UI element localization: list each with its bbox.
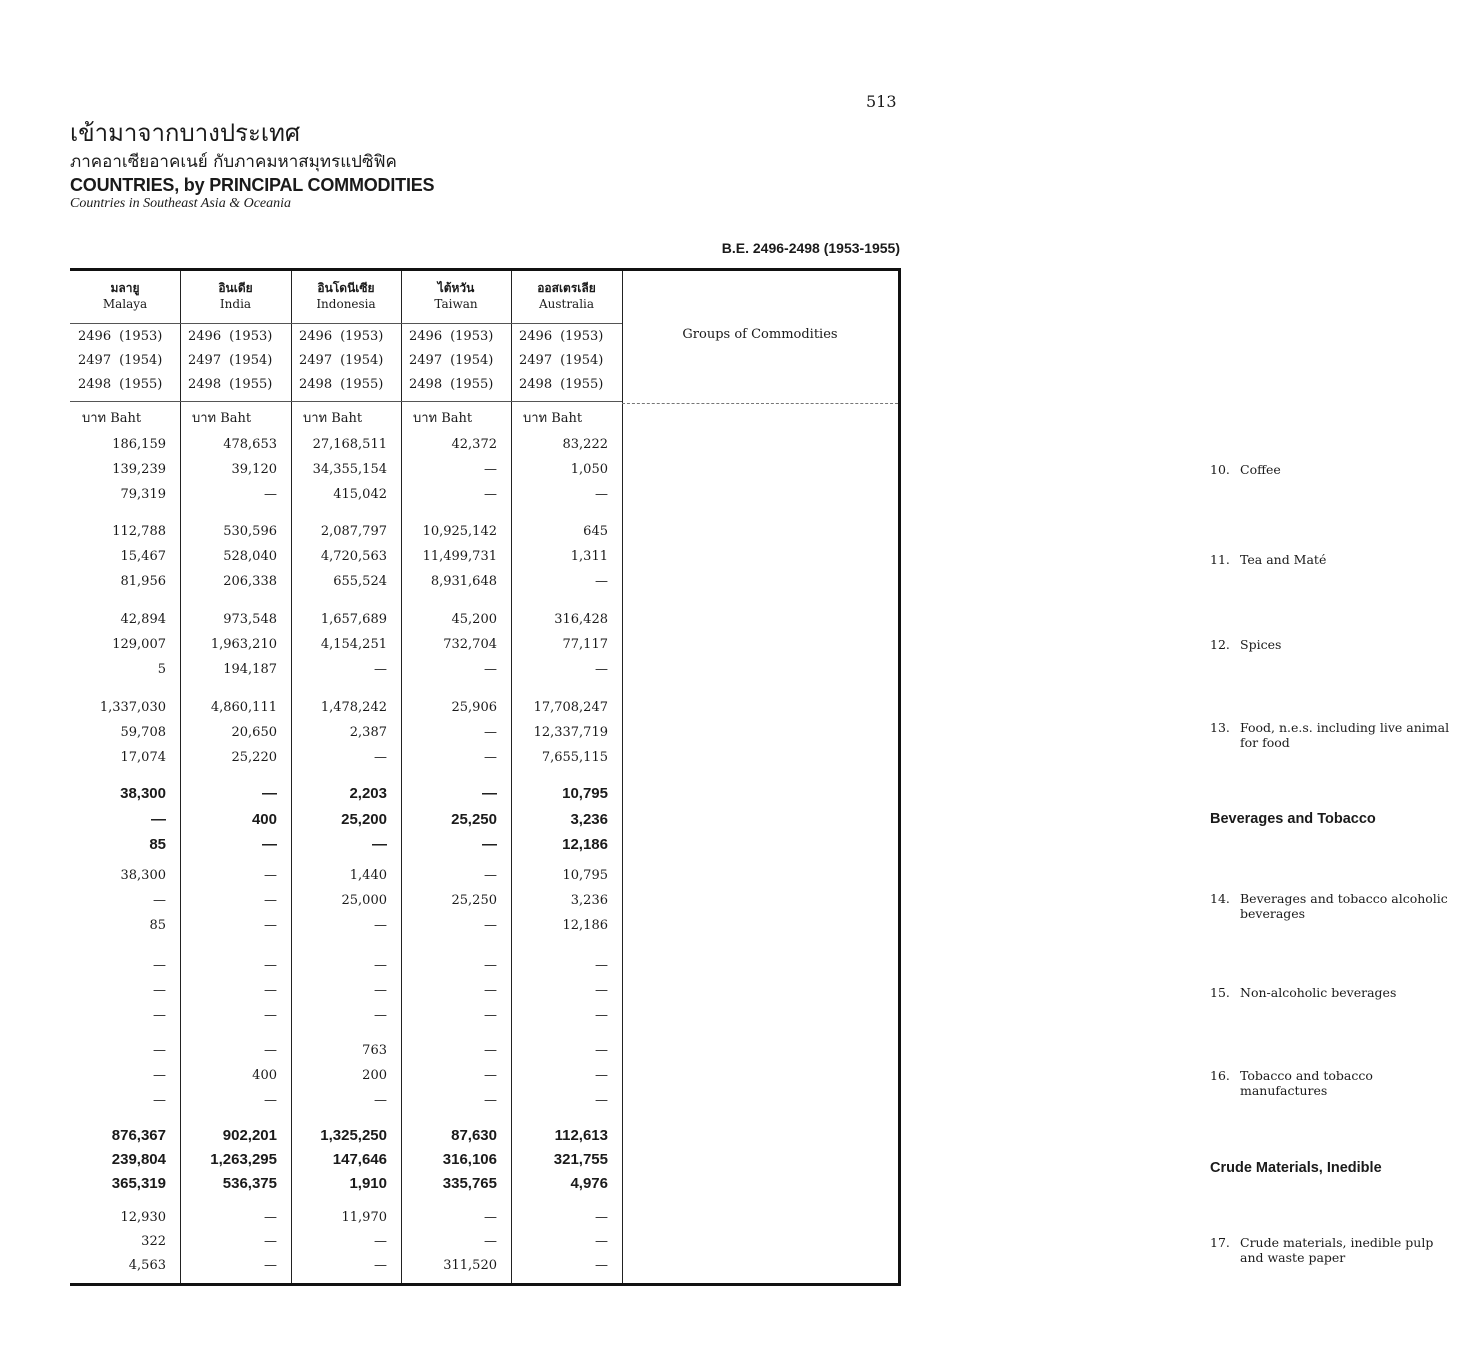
table-cell: 400 bbox=[252, 1068, 277, 1083]
group-name: Tea and Maté bbox=[1240, 552, 1327, 567]
table-cell: — bbox=[372, 836, 387, 853]
table-cell: — bbox=[595, 1258, 608, 1273]
header-rule bbox=[622, 403, 898, 404]
table-cell: 17,708,247 bbox=[533, 700, 608, 715]
table-cell: 3,236 bbox=[570, 893, 608, 908]
table-cell: — bbox=[153, 893, 166, 908]
year-be: 2496 bbox=[409, 329, 443, 344]
year-ce: (1953) bbox=[119, 329, 163, 344]
table-cell: — bbox=[595, 574, 608, 589]
year-be: 2498 bbox=[409, 377, 443, 392]
table-cell: — bbox=[595, 958, 608, 973]
table-cell: — bbox=[595, 1234, 608, 1249]
table-cell: 335,765 bbox=[442, 1175, 497, 1192]
title-english-2: Countries in Southeast Asia & Oceania bbox=[70, 196, 292, 211]
table-cell: 83,222 bbox=[562, 437, 608, 452]
unit-label: บาท Baht bbox=[192, 411, 252, 426]
table-cell: 11,970 bbox=[341, 1210, 387, 1225]
year-be: 2497 bbox=[188, 353, 222, 368]
table-cell: 1,963,210 bbox=[210, 637, 277, 652]
table-cell: — bbox=[264, 868, 277, 883]
column-header-indonesia bbox=[291, 279, 401, 311]
unit-label: บาท Baht bbox=[82, 411, 142, 426]
table-cell: 4,720,563 bbox=[320, 549, 387, 564]
commodity-group-label bbox=[1210, 552, 1460, 567]
table-cell: — bbox=[374, 918, 387, 933]
column-header-english: Australia bbox=[538, 297, 595, 311]
table-cell: 876,367 bbox=[111, 1127, 166, 1144]
table-cell: 42,372 bbox=[451, 437, 497, 452]
commodity-group-label bbox=[1210, 1235, 1460, 1265]
period-label: B.E. 2496-2498 (1953-1955) bbox=[721, 240, 900, 256]
year-label bbox=[78, 329, 162, 344]
table-cell: 42,894 bbox=[120, 612, 166, 627]
unit-label: บาท Baht bbox=[303, 411, 363, 426]
table-cell: 10,795 bbox=[562, 868, 608, 883]
table-cell: — bbox=[595, 1093, 608, 1108]
table-cell: — bbox=[264, 983, 277, 998]
table-cell: 1,325,250 bbox=[320, 1127, 387, 1144]
year-label bbox=[519, 353, 603, 368]
year-label bbox=[299, 377, 383, 392]
table-cell: 4,563 bbox=[128, 1258, 166, 1273]
table-cell: — bbox=[484, 750, 497, 765]
table-cell: 59,708 bbox=[120, 725, 166, 740]
table-cell: 87,630 bbox=[451, 1127, 497, 1144]
table-cell: — bbox=[595, 487, 608, 502]
table-cell: 8,931,648 bbox=[430, 574, 497, 589]
table-cell: — bbox=[484, 462, 497, 477]
table-cell: — bbox=[374, 1008, 387, 1023]
column-header-australia bbox=[511, 279, 622, 311]
table-cell: 200 bbox=[362, 1068, 387, 1083]
group-name: Beverages and Tobacco bbox=[1210, 811, 1376, 827]
group-name: Crude Materials, Inedible bbox=[1210, 1160, 1382, 1176]
year-ce: (1955) bbox=[560, 377, 604, 392]
year-ce: (1954) bbox=[560, 353, 604, 368]
table-cell: — bbox=[595, 983, 608, 998]
table-cell: — bbox=[264, 958, 277, 973]
year-be: 2497 bbox=[299, 353, 333, 368]
table-cell: 81,956 bbox=[120, 574, 166, 589]
year-ce: (1953) bbox=[229, 329, 273, 344]
table-cell: 655,524 bbox=[333, 574, 387, 589]
column-header-taiwan bbox=[401, 279, 511, 311]
year-ce: (1954) bbox=[119, 353, 163, 368]
year-ce: (1955) bbox=[229, 377, 273, 392]
commodity-group-label bbox=[1210, 637, 1460, 652]
table-cell: 25,250 bbox=[451, 811, 497, 828]
table-cell: 139,239 bbox=[112, 462, 166, 477]
table-cell: — bbox=[484, 868, 497, 883]
group-name: Tobacco and tobacco manufactures bbox=[1240, 1068, 1373, 1098]
table-cell: 10,795 bbox=[562, 785, 608, 802]
year-ce: (1954) bbox=[450, 353, 494, 368]
column-header-malaya bbox=[70, 279, 180, 311]
table-cell: 12,186 bbox=[562, 918, 608, 933]
column-header-english: Indonesia bbox=[316, 297, 376, 311]
table-cell: — bbox=[262, 785, 277, 802]
header-rule bbox=[70, 323, 622, 324]
column-header-thai: ไต้หวัน bbox=[437, 281, 475, 295]
table-cell: — bbox=[484, 1093, 497, 1108]
table-cell: — bbox=[153, 1068, 166, 1083]
year-ce: (1955) bbox=[340, 377, 384, 392]
group-name: Non-alcoholic beverages bbox=[1240, 985, 1397, 1000]
column-header-thai: อินเดีย bbox=[218, 281, 253, 295]
groups-header: Groups of Commodities bbox=[682, 327, 838, 342]
table-cell: 536,375 bbox=[222, 1175, 277, 1192]
column-header-thai: อินโดนีเซีย bbox=[317, 281, 375, 295]
table-cell: 186,159 bbox=[112, 437, 166, 452]
unit-label: บาท Baht bbox=[523, 411, 583, 426]
year-be: 2496 bbox=[299, 329, 333, 344]
table-cell: 1,311 bbox=[570, 549, 608, 564]
year-label bbox=[519, 329, 603, 344]
column-header-english: India bbox=[219, 297, 252, 311]
commodity-group-label bbox=[1210, 1161, 1460, 1176]
table-cell: 365,319 bbox=[111, 1175, 166, 1192]
table-cell: 7,655,115 bbox=[541, 750, 608, 765]
group-name: Coffee bbox=[1240, 462, 1281, 477]
table-cell: 85 bbox=[149, 918, 166, 933]
year-label bbox=[299, 353, 383, 368]
commodity-group-label bbox=[1210, 720, 1460, 750]
table-cell: 4,860,111 bbox=[210, 700, 277, 715]
table-cell: — bbox=[484, 1234, 497, 1249]
table-cell: 85 bbox=[149, 836, 166, 853]
table-cell: 147,646 bbox=[332, 1151, 387, 1168]
table-cell: 10,925,142 bbox=[422, 524, 497, 539]
year-be: 2498 bbox=[78, 377, 112, 392]
group-name: Beverages and tobacco alcoholic beverages bbox=[1240, 891, 1448, 921]
table-cell: — bbox=[484, 662, 497, 677]
year-label bbox=[78, 377, 162, 392]
group-number: 11. bbox=[1210, 552, 1230, 567]
year-label bbox=[519, 377, 603, 392]
commodity-group-label bbox=[1210, 985, 1460, 1000]
table-cell: — bbox=[262, 836, 277, 853]
group-number: 10. bbox=[1210, 462, 1230, 477]
table-cell: 25,220 bbox=[231, 750, 277, 765]
table-cell: — bbox=[484, 958, 497, 973]
table-cell: — bbox=[595, 1008, 608, 1023]
table-cell: 45,200 bbox=[451, 612, 497, 627]
column-header-english: Malaya bbox=[102, 297, 148, 311]
table-cell: — bbox=[264, 1258, 277, 1273]
year-label bbox=[409, 353, 493, 368]
table-cell: — bbox=[153, 1008, 166, 1023]
year-be: 2497 bbox=[519, 353, 553, 368]
table-cell: — bbox=[264, 1093, 277, 1108]
table-cell: 5 bbox=[157, 662, 166, 677]
table-cell: 1,910 bbox=[349, 1175, 387, 1192]
table-cell: — bbox=[374, 1258, 387, 1273]
column-header-english: Taiwan bbox=[434, 297, 478, 311]
table-cell: 27,168,511 bbox=[312, 437, 387, 452]
group-number: 14. bbox=[1210, 891, 1230, 906]
table-cell: — bbox=[374, 662, 387, 677]
table-cell: 902,201 bbox=[222, 1127, 277, 1144]
year-label bbox=[188, 329, 272, 344]
group-name: Crude materials, inedible pulp and waste paper bbox=[1240, 1235, 1434, 1265]
commodity-table bbox=[70, 268, 1450, 1286]
table-cell: — bbox=[264, 893, 277, 908]
table-cell: 322 bbox=[141, 1234, 166, 1249]
year-ce: (1953) bbox=[450, 329, 494, 344]
table-cell: — bbox=[484, 487, 497, 502]
table-cell: 530,596 bbox=[223, 524, 277, 539]
title-english-1: COUNTRIES, by PRINCIPAL COMMODITIES bbox=[70, 175, 435, 195]
year-be: 2496 bbox=[188, 329, 222, 344]
year-label bbox=[409, 377, 493, 392]
table-cell: 77,117 bbox=[562, 637, 608, 652]
table-cell: 400 bbox=[251, 811, 277, 828]
table-cell: 1,263,295 bbox=[210, 1151, 277, 1168]
table-cell: — bbox=[153, 1093, 166, 1108]
title-block bbox=[70, 118, 434, 212]
unit-label: บาท Baht bbox=[413, 411, 473, 426]
commodity-group-label bbox=[1210, 891, 1460, 921]
group-number: 16. bbox=[1210, 1068, 1230, 1083]
year-ce: (1954) bbox=[340, 353, 384, 368]
table-cell: — bbox=[484, 918, 497, 933]
table-cell: — bbox=[484, 1008, 497, 1023]
table-cell: — bbox=[264, 1210, 277, 1225]
table-cell: 528,040 bbox=[223, 549, 277, 564]
table-cell: 25,250 bbox=[451, 893, 497, 908]
table-cell: 1,657,689 bbox=[320, 612, 387, 627]
table-cell: — bbox=[595, 1043, 608, 1058]
column-divider bbox=[622, 271, 623, 1283]
table-cell: — bbox=[374, 983, 387, 998]
table-cell: 316,428 bbox=[554, 612, 608, 627]
table-cell: 645 bbox=[583, 524, 608, 539]
table-cell: 39,120 bbox=[231, 462, 277, 477]
table-cell: 3,236 bbox=[570, 811, 608, 828]
year-ce: (1953) bbox=[340, 329, 384, 344]
group-number: 12. bbox=[1210, 637, 1230, 652]
table-cell: — bbox=[484, 1043, 497, 1058]
table-cell: 129,007 bbox=[112, 637, 166, 652]
table-cell: 973,548 bbox=[223, 612, 277, 627]
table-cell: — bbox=[482, 836, 497, 853]
title-thai-1: เข้ามาจากบางประเทศ bbox=[70, 119, 301, 147]
table-cell: 239,804 bbox=[111, 1151, 166, 1168]
table-cell: 20,650 bbox=[231, 725, 277, 740]
table-cell: 194,187 bbox=[223, 662, 277, 677]
table-cell: — bbox=[484, 983, 497, 998]
year-label bbox=[188, 377, 272, 392]
table-cell: — bbox=[264, 918, 277, 933]
year-label bbox=[78, 353, 162, 368]
table-cell: 12,930 bbox=[120, 1210, 166, 1225]
year-be: 2498 bbox=[299, 377, 333, 392]
group-number: 17. bbox=[1210, 1235, 1230, 1250]
header-rule bbox=[70, 401, 622, 402]
table-cell: 79,319 bbox=[120, 487, 166, 502]
year-be: 2497 bbox=[409, 353, 443, 368]
table-cell: — bbox=[595, 662, 608, 677]
table-cell: 25,906 bbox=[451, 700, 497, 715]
table-cell: — bbox=[264, 1008, 277, 1023]
table-cell: 311,520 bbox=[443, 1258, 497, 1273]
table-cell: — bbox=[153, 983, 166, 998]
table-cell: 38,300 bbox=[120, 785, 166, 802]
table-cell: 478,653 bbox=[223, 437, 277, 452]
year-ce: (1954) bbox=[229, 353, 273, 368]
table-cell: 1,440 bbox=[349, 868, 387, 883]
table-cell: 25,000 bbox=[341, 893, 387, 908]
table-cell: — bbox=[374, 958, 387, 973]
commodity-group-label bbox=[1210, 1068, 1460, 1098]
table-cell: 38,300 bbox=[120, 868, 166, 883]
table-cell: 12,337,719 bbox=[533, 725, 608, 740]
table-cell: 1,050 bbox=[570, 462, 608, 477]
table-cell: — bbox=[374, 750, 387, 765]
year-ce: (1953) bbox=[560, 329, 604, 344]
group-number: 15. bbox=[1210, 985, 1230, 1000]
year-label bbox=[409, 329, 493, 344]
year-be: 2498 bbox=[519, 377, 553, 392]
year-label bbox=[299, 329, 383, 344]
year-ce: (1955) bbox=[450, 377, 494, 392]
table-cell: — bbox=[151, 811, 166, 828]
table-cell: — bbox=[484, 1210, 497, 1225]
table-cell: — bbox=[374, 1093, 387, 1108]
table-cell: — bbox=[595, 1068, 608, 1083]
table-cell: 11,499,731 bbox=[422, 549, 497, 564]
table-cell: — bbox=[484, 1068, 497, 1083]
column-header-thai: ออสเตรเลีย bbox=[537, 281, 596, 295]
table-cell: — bbox=[595, 1210, 608, 1225]
table-cell: — bbox=[264, 1234, 277, 1249]
table-cell: — bbox=[264, 487, 277, 502]
table-cell: 2,203 bbox=[349, 785, 387, 802]
table-cell: — bbox=[484, 725, 497, 740]
table-cell: 321,755 bbox=[553, 1151, 608, 1168]
column-header-india bbox=[180, 279, 291, 311]
table-cell: 4,154,251 bbox=[320, 637, 387, 652]
table-cell: 1,478,242 bbox=[320, 700, 387, 715]
table-cell: 34,355,154 bbox=[312, 462, 387, 477]
table-cell: — bbox=[153, 958, 166, 973]
table-cell: 12,186 bbox=[562, 836, 608, 853]
table-cell: 2,087,797 bbox=[320, 524, 387, 539]
table-cell: 4,976 bbox=[570, 1175, 608, 1192]
table-cell: — bbox=[264, 1043, 277, 1058]
year-be: 2498 bbox=[188, 377, 222, 392]
commodity-group-label bbox=[1210, 812, 1460, 827]
table-cell: 17,074 bbox=[120, 750, 166, 765]
page-number: 513 bbox=[866, 92, 897, 111]
table-cell: 2,387 bbox=[349, 725, 387, 740]
year-be: 2496 bbox=[519, 329, 553, 344]
table-cell: 112,788 bbox=[112, 524, 166, 539]
table-cell: — bbox=[482, 785, 497, 802]
table-cell: 112,613 bbox=[554, 1127, 608, 1144]
year-label bbox=[188, 353, 272, 368]
table-cell: 25,200 bbox=[341, 811, 387, 828]
commodity-group-label bbox=[1210, 462, 1460, 477]
table-cell: 206,338 bbox=[223, 574, 277, 589]
table-cell: 732,704 bbox=[443, 637, 497, 652]
table-cell: 415,042 bbox=[333, 487, 387, 502]
table-cell: — bbox=[153, 1043, 166, 1058]
year-be: 2497 bbox=[78, 353, 112, 368]
year-ce: (1955) bbox=[119, 377, 163, 392]
table-cell: 1,337,030 bbox=[99, 700, 166, 715]
group-name: Food, n.e.s. including live animal for food bbox=[1240, 720, 1450, 750]
table-cell: 316,106 bbox=[442, 1151, 497, 1168]
group-name: Spices bbox=[1240, 637, 1282, 652]
title-thai-2: ภาคอาเซียอาคเนย์ กับภาคมหาสมุทรแปซิฟิค bbox=[70, 152, 397, 172]
table-cell: — bbox=[374, 1234, 387, 1249]
table-cell: 15,467 bbox=[120, 549, 166, 564]
group-number: 13. bbox=[1210, 720, 1230, 735]
year-be: 2496 bbox=[78, 329, 112, 344]
table-cell: 763 bbox=[362, 1043, 387, 1058]
column-header-thai: มลายู bbox=[110, 281, 140, 295]
